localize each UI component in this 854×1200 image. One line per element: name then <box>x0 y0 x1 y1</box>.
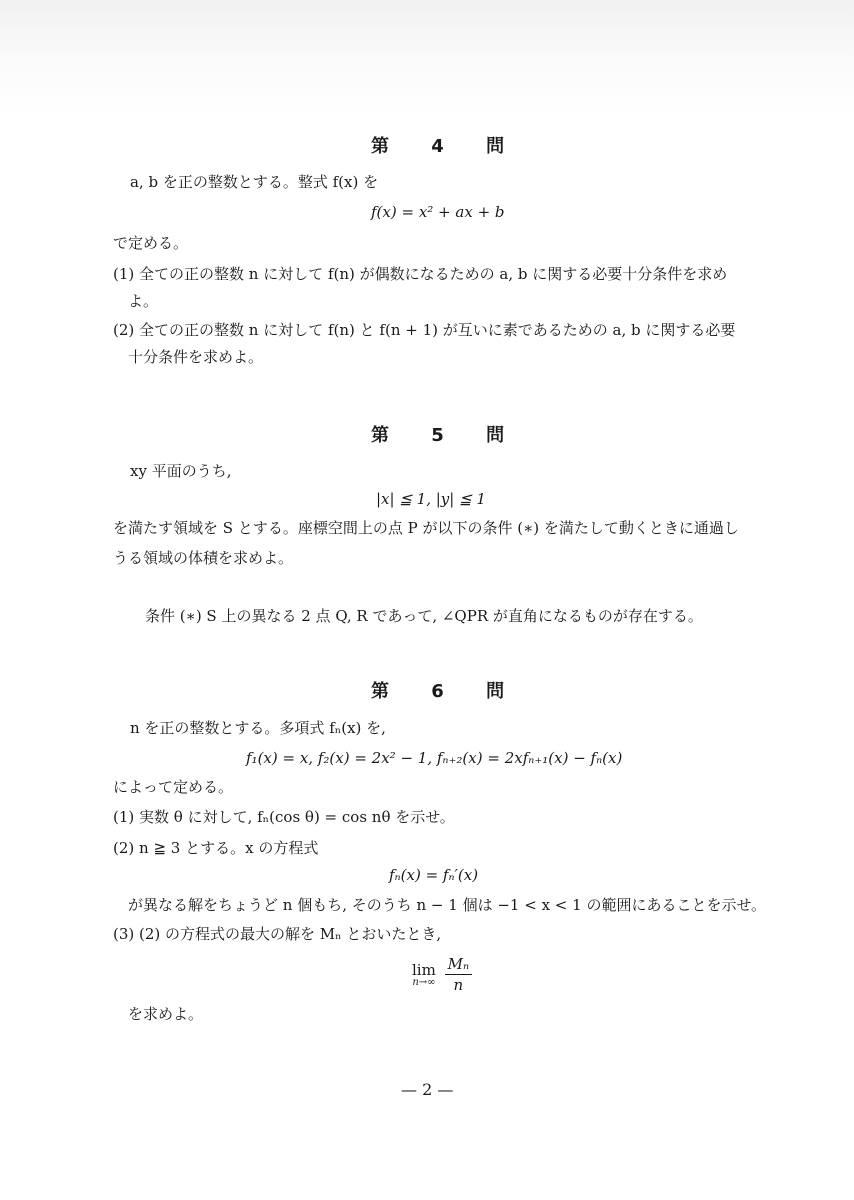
problem-text-line: で定める。 <box>113 234 189 252</box>
problem-text-line: n を正の整数とする。多項式 fₙ(x) を, <box>130 719 386 737</box>
condition-line: 条件 (∗) S 上の異なる 2 点 Q, R であって, ∠QPR が直角になるものが存在する。 <box>145 607 703 625</box>
problem-text-line: を満たす領域を S とする。座標空間上の点 P が以下の条件 (∗) を満たして動くときに通過し <box>113 519 739 537</box>
heading-label: 問 <box>486 681 505 702</box>
math-formula: fₙ(x) = fₙ′(x) <box>389 866 479 884</box>
problem-text-line: によって定める。 <box>113 778 234 796</box>
sub-question: (2) 全ての正の整数 n に対して f(n) と f(n + 1) が互いに素であるための a, b に関する必要 <box>113 321 736 339</box>
problem-text-line: うる領域の体積を求めよ。 <box>113 549 294 567</box>
page-number: — 2 — <box>401 1080 454 1099</box>
sub-question-continued: が異なる解をちょうど n 個もち, そのうち n − 1 個は −1 < x < 1 の範囲にあることを示せ。 <box>128 896 766 914</box>
fraction-denominator: n <box>453 976 464 994</box>
heading-label: 第 <box>371 136 389 157</box>
problem-text-line: を求めよ。 <box>128 1005 204 1023</box>
math-formula: f₁(x) = x, f₂(x) = 2x² − 1, fₙ₊₂(x) = 2xfₙ₊₁(x) − fₙ(x) <box>246 749 623 767</box>
limit-subscript: n→∞ <box>412 977 436 988</box>
limit-expression <box>412 955 472 994</box>
heading-label: 第 <box>371 681 389 702</box>
problem-text-line: xy 平面のうち, <box>130 462 232 480</box>
sub-question-continued: 十分条件を求めよ。 <box>128 348 264 366</box>
fraction <box>445 955 472 994</box>
heading-number: 5 <box>431 425 444 446</box>
heading-number: 4 <box>431 136 444 157</box>
problem-5-heading <box>371 421 504 447</box>
fraction-numerator: Mₙ <box>445 955 472 975</box>
heading-label: 問 <box>486 136 505 157</box>
sub-question: (3) (2) の方程式の最大の解を Mₙ とおいたとき, <box>113 925 442 943</box>
problem-6-heading <box>371 677 504 703</box>
problem-text-line: a, b を正の整数とする。整式 f(x) を <box>130 173 379 191</box>
heading-label: 問 <box>486 425 505 446</box>
sub-question: (1) 実数 θ に対して, fₙ(cos θ) = cos nθ を示せ。 <box>113 808 455 826</box>
sub-question: (1) 全ての正の整数 n に対して f(n) が偶数になるための a, b に関する必要十分条件を求め <box>113 265 728 283</box>
math-formula: f(x) = x² + ax + b <box>371 203 505 221</box>
sub-question: (2) n ≧ 3 とする。x の方程式 <box>113 839 319 857</box>
heading-number: 6 <box>431 681 444 702</box>
heading-label: 第 <box>371 425 389 446</box>
math-formula: |x| ≦ 1, |y| ≦ 1 <box>376 490 486 508</box>
sub-question-continued: よ。 <box>128 292 159 310</box>
limit-operator <box>412 961 436 988</box>
limit-word: lim <box>412 961 436 979</box>
problem-4-heading <box>371 132 504 158</box>
